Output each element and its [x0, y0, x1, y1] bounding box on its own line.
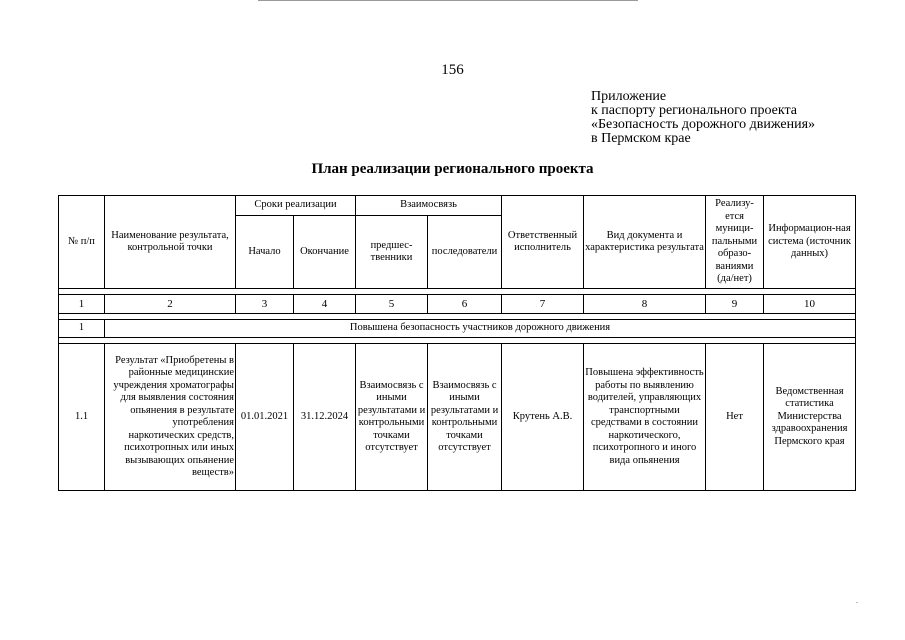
column-number: 10: [764, 295, 856, 314]
column-number: 9: [706, 295, 764, 314]
row-info-system: Ведомственная статистика Министерства здравоохранения Пермского края: [764, 344, 856, 491]
row-municipal: Нет: [706, 344, 764, 491]
row-successors: Взаимосвязь с иными результатами и контрольными точками отсутствует: [428, 344, 502, 491]
header-links: Взаимосвязь: [356, 196, 502, 216]
row-num: 1.1: [59, 344, 105, 491]
section-title: Повышена безопасность участников дорожного движения: [105, 320, 856, 338]
column-number: 1: [59, 295, 105, 314]
appendix-line: «Безопасность дорожного движения»: [591, 117, 816, 132]
header-predecessors: предшес-твенники: [356, 216, 428, 289]
column-number: 2: [105, 295, 236, 314]
row-start-date: 01.01.2021: [236, 344, 294, 491]
appendix-note: [591, 90, 815, 146]
header-start: Начало: [236, 216, 294, 289]
implementation-plan-table: [58, 195, 856, 491]
header-executor: Ответственный исполнитель: [502, 196, 584, 289]
column-number: 5: [356, 295, 428, 314]
header-successors: последователи: [428, 216, 502, 289]
section-row: [59, 320, 856, 338]
column-number: 3: [236, 295, 294, 314]
appendix-line: Приложение: [591, 89, 667, 104]
header-municipal: Реализу-ется муници-пальными образо-ваниями (да/нет): [706, 196, 764, 289]
header-doc-type: Вид документа и характеристика результата: [584, 196, 706, 289]
appendix-line: в Пермском крае: [591, 131, 691, 146]
row-doc-type: Повышена эффективность работы по выявлению водителей, управляющих транспортными средствами в состоянии наркотического, психотропного и иного вида опьянения: [584, 344, 706, 491]
appendix-line: к паспорту регионального проекта: [591, 103, 797, 118]
header-terms: Сроки реализации: [236, 196, 356, 216]
column-number: 4: [294, 295, 356, 314]
header-row-top: [59, 196, 856, 216]
column-number: 8: [584, 295, 706, 314]
document-title: План реализации регионального проекта: [311, 161, 594, 177]
scan-top-edge: [258, 0, 638, 1]
scan-speck: [856, 602, 858, 603]
column-number: 6: [428, 295, 502, 314]
page-number: 156: [441, 62, 464, 78]
row-executor: Крутень А.В.: [502, 344, 584, 491]
header-info-system: Информацион-ная система (источник данных): [764, 196, 856, 289]
row-end-date: 31.12.2024: [294, 344, 356, 491]
section-num: 1: [59, 320, 105, 338]
table-row: [59, 344, 856, 491]
row-result-name: Результат «Приобретены в районные медицинские учреждения хроматографы для выявления состояния опьянения в результате употребления наркотических средств, психотропных или иных вызывающих опьянение веществ»: [105, 344, 236, 491]
column-number: 7: [502, 295, 584, 314]
header-num: № п/п: [59, 196, 105, 289]
header-name: Наименование результата, контрольной точки: [105, 196, 236, 289]
header-end: Окончание: [294, 216, 356, 289]
column-numbers-row: [59, 295, 856, 314]
row-predecessors: Взаимосвязь с иными результатами и контрольными точками отсутствует: [356, 344, 428, 491]
